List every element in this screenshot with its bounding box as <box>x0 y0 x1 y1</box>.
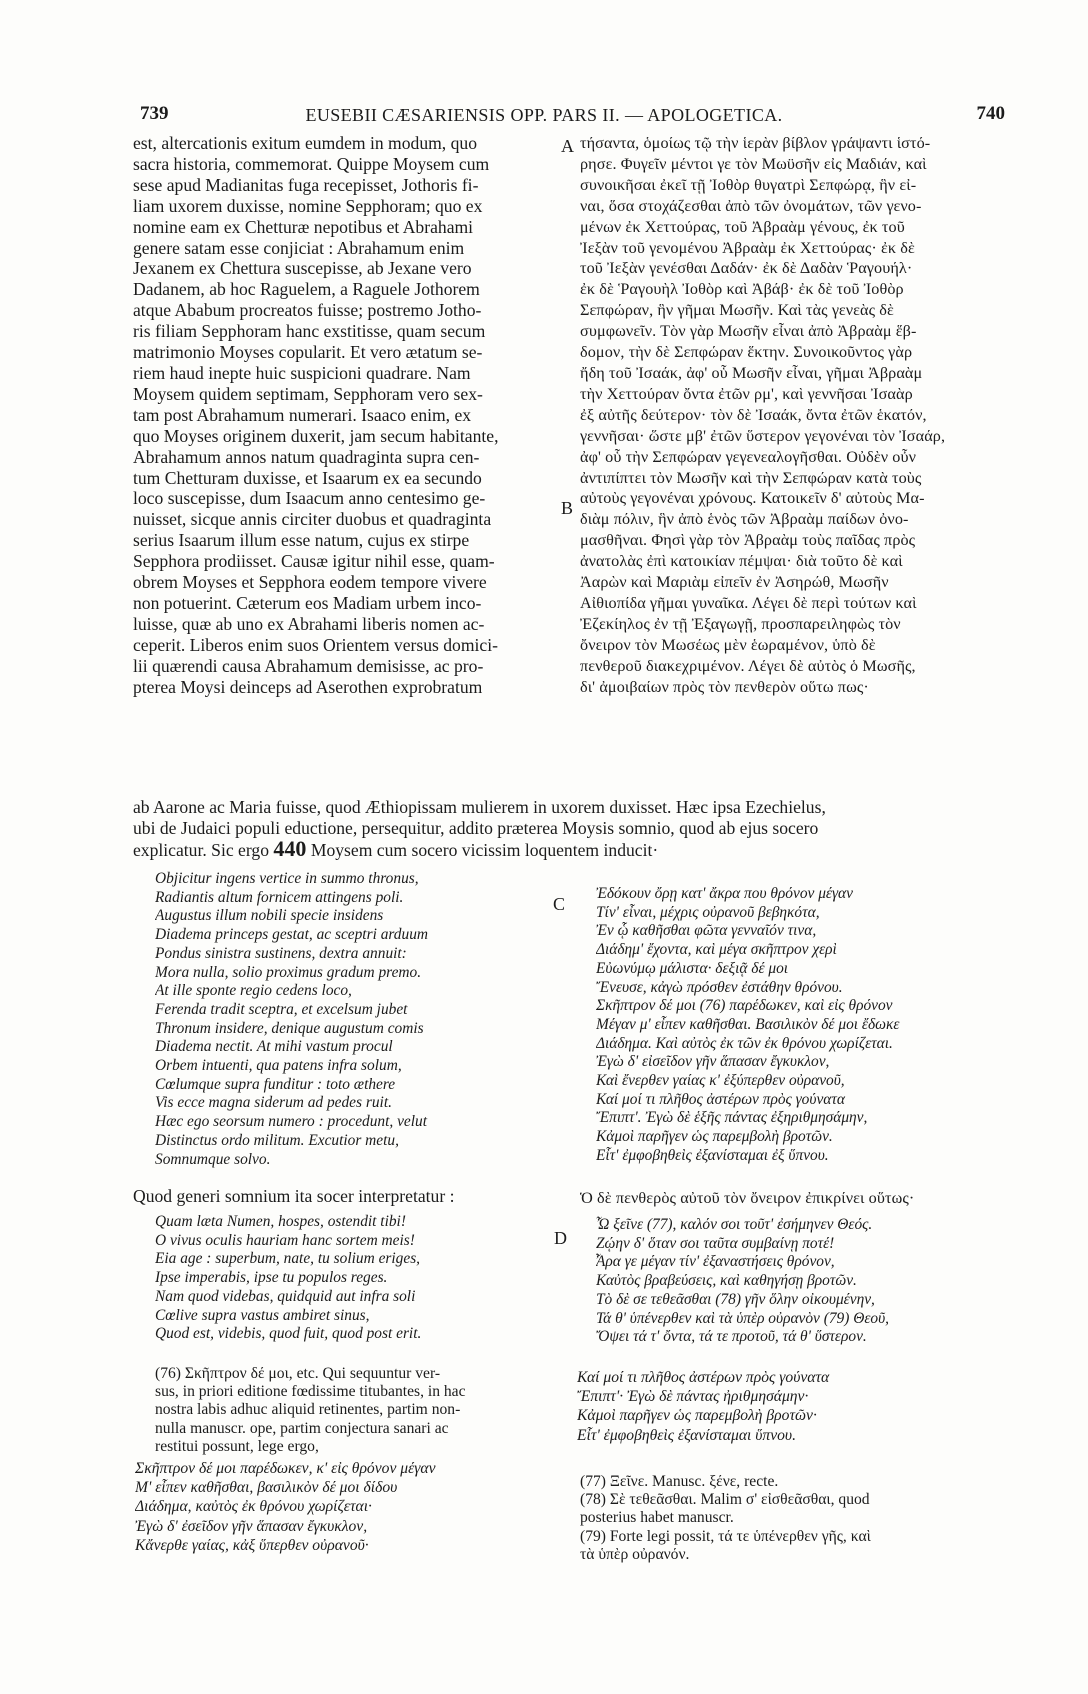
greek-line: ἀντιπίπτει τὸν Μωσῆν καὶ τὴν Σεπφώραν κατὰ τοὺς <box>580 468 922 487</box>
latin-line: sese apud Madianitas fuga recepisset, Jothoris fi- <box>133 174 479 195</box>
latin-line: Jexanem ex Chettura suscepisse, ab Jexane vero <box>133 258 472 279</box>
footnote-line: (76) Σκῆπτρον δέ μοι, etc. Qui sequuntur ver- <box>155 1365 441 1382</box>
greek-line: ἐκ δὲ Ῥαγουὴλ Ἰοθὸρ καὶ Ἀβάβ· ἐκ δὲ τοῦ Ἰοθὸρ <box>580 280 904 299</box>
greek-line: Αἰθιοπίδα γῆμαι γυναῖκα. Λέγει δὲ περὶ τούτων καὶ <box>580 593 917 612</box>
footnote-verse: Μ' εἶπεν καθῆσθαι, βασιλικὸν δέ μοι δίδου <box>135 1479 398 1497</box>
latin-line: pterea Moysi deinceps ad Aserothen exprobratum <box>133 676 483 697</box>
greek-line: μένων ἐκ Χεττούρας, τοῦ Ἀβραὰμ γένους, ἐκ τοῦ <box>580 217 905 236</box>
verse-line: Ἐν ᾧ καθῆσθαι φῶτα γενναῖόν τινα, <box>596 922 817 940</box>
footnote-line: posterius habet manuscr. <box>580 1509 734 1527</box>
latin-line: riem haud inepte huic suspicioni quadrare. Nam <box>133 362 471 383</box>
footnote-76-greek <box>135 1459 555 1555</box>
greek-line: ἐξ αὐτῆς δεύτερον· τὸν δὲ Ἰσαάκ, ὄντα ἐτῶν ἑκατόν, <box>580 405 927 424</box>
verse-line: Τίν' εἶναι, μέχρις οὐρανοῦ βεβηκότα, <box>596 903 820 921</box>
margin-letter-a: A <box>561 136 574 156</box>
interp-line: Quod generi somnium ita socer interpretatur : <box>133 1186 455 1206</box>
latin-line: nuisset, sicque annis circiter duobus et quadraginta <box>133 509 492 530</box>
margin-letter-c: C <box>553 894 566 914</box>
greek-line: μασθῆναι. Φησὶ γὰρ τὸν Ἀβραὰμ τοὺς παῖδας πρὸς <box>580 531 916 550</box>
verse-line: O vivus oculis hauriam hanc sortem meis! <box>155 1231 415 1249</box>
latin-line: sacra historia, commemorat. Quippe Moysem cum <box>133 153 490 174</box>
full-line-text: explicatur. Sic ergo <box>133 839 269 860</box>
poem-greek-interpretation <box>596 1216 1016 1347</box>
verse-line: Τά θ' ὑπένερθεν καὶ τὰ ὑπὲρ οὐρανὸν (79) Θεοῦ, <box>596 1309 890 1327</box>
verse-line: Διάδημα. Καὶ αὐτὸς ἐκ τῶν ἐκ θρόνου χωρίζεται. <box>596 1034 893 1052</box>
greek-line: Σεπφώραν, ἣν γῆμαι Μωσῆν. Καὶ τὰς γενεὰς δὲ <box>580 301 894 320</box>
latin-line: serius Isaarum illum esse natum, cujus ex stirpe <box>133 530 470 551</box>
footnote-line: restitui possunt, lege ergo, <box>155 1437 319 1455</box>
verse-line: Ὄψει τά τ' ὄντα, τά τε προτοῦ, τά θ' ὕστερον. <box>596 1328 867 1346</box>
greek-line: ρησε. Φυγεῖν μέντοι γε τὸν Μωϋσῆν εἰς Μαδιάν, καὶ <box>580 154 927 173</box>
full-line: ubi de Judaici populi eductione, persequitur, addito præterea Moysis somnio, quod ab ejus socero <box>133 817 819 838</box>
greek-line: ἀνατολὰς ἐπὶ κατοικίαν πέμψαι· διὰ τοῦτο δὲ καὶ <box>580 552 903 571</box>
verse-line: Thronum insidere, denique augustum comis <box>155 1019 424 1037</box>
footnote-verse: Κἄνερθε γαίας, κἀξ ὕπερθεν οὐρανοῦ· <box>135 1536 369 1554</box>
latin-line: loco suscepisse, dum Isaacum anno centesimo ge- <box>133 488 486 509</box>
verse-line: Σκῆπτρον δέ μοι (76) παρέδωκεν, καὶ εἰς θρόνον <box>596 997 893 1015</box>
footnotes-77-79 <box>580 1473 1010 1564</box>
latin-line: Sepphora prodiisset. Causæ igitur nihil esse, quam- <box>133 551 495 572</box>
verse-line: Diadema princeps gestat, ac sceptri arduum <box>155 926 429 944</box>
latin-line: ceperit. Liberos enim suos Orientem versus domici- <box>133 634 498 655</box>
verse-line: Eia age : superbum, nate, tu solium eriges, <box>155 1250 421 1268</box>
interp-latin <box>133 1186 563 1207</box>
verse-line: Quam læta Numen, hospes, ostendit tibi! <box>155 1213 406 1230</box>
verse-line: Ζῴην δ' ὅταν σοι ταῦτα συμβαίνῃ ποτέ! <box>596 1234 835 1252</box>
verse-line: Diadema nectit. At mihi vastum procul <box>155 1038 393 1056</box>
footnote-line: (79) Forte legi possit, τά τε ὑπένερθεν γῆς, καὶ <box>580 1527 871 1545</box>
footnote-line: nostra labis adhuc aliquid retinentes, partim non- <box>155 1401 461 1419</box>
greek-line: τήσαντα, ὁμοίως τῷ τὴν ἱερὰν βίβλον γράψαντι ἱστό- <box>580 134 931 152</box>
interp-line: Ὁ δὲ πενθερὸς αὐτοῦ τὸν ὄνειρον ἐπικρίνει οὕτως· <box>580 1189 915 1207</box>
margin-letter-b: B <box>561 498 574 518</box>
latin-line: Dadanem, ab hoc Raguelem, a Raguele Jothorem <box>133 279 480 300</box>
verse-line: Cœlive supra vastus ambiret sinus, <box>155 1306 370 1324</box>
verse-line: Mora nulla, solio proximus gradum premo. <box>155 963 422 981</box>
latin-line: genere satam esse conjiciat : Abrahamum enim <box>133 237 465 258</box>
verse-line: Ἆρα γε μέγαν τίν' ἐξαναστήσεις θρόνον, <box>596 1253 835 1271</box>
full-line: ab Aarone ac Maria fuisse, quod Æthiopissam mulierem in uxorem duxisset. Hæc ipsa Ezechielus, <box>133 797 826 817</box>
latin-line: tum Chetturam duxisse, et Isaarum ex ea secundo <box>133 467 482 488</box>
footnote-verse: Καί μοί τι πλῆθος ἀστέρων πρὸς γούνατα <box>577 1369 830 1386</box>
footnote-line: nulla manuscr. ope, partim conjectura sanari ac <box>155 1419 449 1437</box>
greek-line: Ἀαρὼν καὶ Μαριὰμ εἰπεῖν ἐν Ἀσηρώθ, Μωσῆν <box>580 573 889 592</box>
footnote-line: (77) Ξεῖνε. Manusc. ξένε, recte. <box>580 1473 779 1490</box>
verse-line: Nam quod videbas, quidquid aut infra soli <box>155 1287 416 1305</box>
verse-line: Hæc ego seorsum numero : procedunt, velut <box>155 1113 427 1131</box>
verse-line: Εἶτ' ἐμφοβηθεὶς ἐξανίσταμαι ἐξ ὕπνου. <box>596 1146 829 1164</box>
verse-line: Vis ecce magna siderum ad pedes ruit. <box>155 1094 392 1112</box>
verse-line: Κἀμοὶ παρῆγεν ὡς παρεμβολὴ βροτῶν. <box>596 1128 833 1146</box>
verse-line: Τὸ δὲ σε τεθεᾶσθαι (78) γῆν ὅλην οἰκουμένην, <box>596 1290 875 1308</box>
latin-line: non potuerint. Cæterum eos Madiam urbem inco- <box>133 592 482 613</box>
verse-line: At ille sponte regio cedens loco, <box>155 982 352 1000</box>
footnote-line: sus, in priori editione fœdissime titubantes, in hac <box>155 1383 466 1401</box>
poem-greek-dream <box>596 885 1016 1166</box>
greek-line: τὴν Χεττούραν ὄντα ἐτῶν ρμ', καὶ γεννῆσαι Ἰσαὰρ <box>580 384 913 403</box>
verse-line: Somnumque solvo. <box>155 1150 271 1168</box>
latin-line: liam uxorem duxisse, nomine Sepphoram; quo ex <box>133 195 483 216</box>
page-header <box>0 103 1088 133</box>
latin-line: luisse, quæ ab uno ex Abrahami liberis nomen ac- <box>133 613 485 634</box>
verse-line: Μέγαν μ' εἶπεν καθῆσθαι. Βασιλικὸν δέ μοι ἔδωκε <box>596 1015 900 1033</box>
latin-line: tam post Abrahamum numerari. Isaaco enim, ex <box>133 404 472 425</box>
latin-line: atque Ababum procreatos fuisse; postremo Jotho- <box>133 300 482 321</box>
verse-line: Orbem intuenti, qua patens infra solum, <box>155 1057 402 1075</box>
footnote-76-greek-cont <box>577 1368 1007 1445</box>
greek-line: ναι, ὅσα στοχάζεσθαι ἀπὸ τῶν ὀνομάτων, τῶν γενο- <box>580 196 922 215</box>
latin-line: est, altercationis exitum eumdem in modum, quo <box>133 133 477 153</box>
greek-line: ὄνειρον τὸν Μωσέως μὲν ἑωραμένον, ὑπὸ δὲ <box>580 635 876 654</box>
margin-letter-d: D <box>554 1228 567 1248</box>
verse-line: Καί μοί τι πλῆθος ἀστέρων πρὸς γούνατα <box>596 1090 845 1108</box>
greek-line: συνοικῆσαι ἐκεῖ τῇ Ἰοθὸρ θυγατρὶ Σεπφώρᾳ, ἣν εἰ- <box>580 175 917 194</box>
verse-line: Ipse imperabis, ipse tu populos reges. <box>155 1269 388 1287</box>
verse-line: Ἔνευσε, κἀγὼ πρόσθεν ἐστάθην θρόνου. <box>596 978 843 996</box>
footnote-verse: Ἔπιπτ'· Ἐγὼ δὲ πάντας ἠριθμησάμην· <box>577 1388 809 1406</box>
full-line-text: Moysem cum socero vicissim loquentem inducit· <box>310 839 659 860</box>
footnote-line: (78) Σὲ τεθεᾶσθαι. Malim σ' εἰσθεᾶσθαι, quod <box>580 1491 870 1509</box>
verse-line: Quod est, videbis, quod fuit, quod post erit. <box>155 1325 422 1343</box>
greek-line: πενθεροῦ διακεχριμένον. Λέγει δὲ αὐτὸς ὁ Μωσῆς, <box>580 656 916 675</box>
verse-line: Ἔπιπτ'. Ἐγὼ δὲ ἑξῆς πάντας ἐξηριθμησάμην, <box>596 1109 868 1127</box>
greek-line: συμφωνεῖν. Τὸν γὰρ Μωσῆν εἶναι ἀπὸ Ἀβραὰμ ἕβ- <box>580 322 917 341</box>
verse-line: Καὶ ἔνερθεν γαίας κ' ἐξύπερθεν οὐρανοῦ, <box>596 1072 845 1090</box>
column-marker: 440 <box>273 838 307 861</box>
verse-line: Ἐδόκουν ὄρῃ κατ' ἄκρα που θρόνον μέγαν <box>596 885 853 902</box>
greek-line: διὰμ πόλιν, ἣν ἀπὸ ἑνὸς τῶν Ἀβραὰμ παίδων ὀνο- <box>580 510 909 529</box>
greek-column <box>580 133 1010 697</box>
full-width-text <box>133 797 1013 861</box>
greek-line: τοῦ Ἰεξὰν γενέσθαι Δαδάν· ἐκ δὲ Δαδὰν Ῥαγουήλ· <box>580 259 913 278</box>
latin-line: lii quærendi causa Abrahamum demisisse, ac pro- <box>133 655 484 676</box>
verse-line: Distinctus ordo militum. Excutior metu, <box>155 1131 399 1149</box>
footnote-verse: Διάδημα, καὐτὸς ἐκ θρόνου χωρίζεται· <box>135 1498 372 1516</box>
verse-line: Ferenda tradit sceptra, et excelsum jubet <box>155 1000 408 1018</box>
footnote-verse: Εἶτ' ἐμφοβηθεὶς ἐξανίσταμαι ὕπνου. <box>577 1426 796 1444</box>
page-number-right: 740 <box>976 103 1005 124</box>
verse-line: Ἐγὼ δ' εἰσεῖδον γῆν ἅπασαν ἔγκυκλον, <box>596 1053 830 1071</box>
greek-line: δομον, τὴν δὲ Σεπφώραν ἕκτην. Συνοικοῦντος γὰρ <box>580 343 913 362</box>
footnote-76 <box>155 1365 550 1456</box>
verse-line: Διάδημ' ἔχοντα, καὶ μέγα σκῆπτρον χερὶ <box>596 941 837 959</box>
greek-line: γεννῆσαι· ὥστε μβ' ἐτῶν ὕστερον γεγονέναι τὸν Ἰσαάρ, <box>580 426 946 445</box>
interp-greek <box>580 1188 1010 1209</box>
latin-column <box>133 133 558 697</box>
verse-line: Objicitur ingens vertice in summo thronus, <box>155 870 419 887</box>
latin-line: obrem Moyses et Sepphora eodem tempore vivere <box>133 572 487 593</box>
footnote-line: τὰ ὑπὲρ οὐρανόν. <box>580 1545 690 1563</box>
verse-line: Εὐωνύμῳ μάλιστα· δεξιᾷ δέ μοι <box>596 959 789 977</box>
verse-line: Pondus sinistra sustinens, dextra annuit: <box>155 944 407 962</box>
greek-line: ἤδη τοῦ Ἰσαάκ, ἀφ' οὗ Μωσῆν εἶναι, γῆμαι Ἀβραὰμ <box>580 363 923 382</box>
greek-line: Ἰεξὰν τοῦ γενομένου Ἀβραὰμ ἐκ Χεττούρας· ἐκ δὲ <box>580 238 915 257</box>
full-line <box>133 839 1013 861</box>
page-number-left: 739 <box>140 103 169 124</box>
verse-line: Καὐτὸς βραβεύσεις, καὶ καθηγήσῃ βροτῶν. <box>596 1272 857 1290</box>
greek-line: δι' ἀμοιβαίων πρὸς τὸν πενθερὸν οὕτω πως· <box>580 677 869 696</box>
greek-line: ἀφ' οὗ τὴν Σεπφώραν γεγενεαλογῆσθαι. Οὐδὲν οὖν <box>580 447 917 466</box>
latin-line: ris filiam Sepphoram hanc exstitisse, quam secum <box>133 321 486 342</box>
verse-line: Ὦ ξεῖνε (77), καλόν σοι τοῦτ' ἐσήμηνεν Θεός. <box>596 1216 873 1233</box>
verse-line: Cœlumque supra funditur : toto æthere <box>155 1075 396 1093</box>
latin-line: matrimonio Moyses copularit. Et vero ætatum se- <box>133 342 483 363</box>
poem-latin-dream <box>155 870 545 1169</box>
latin-line: Moysem quidem septimam, Sepphoram vero sex- <box>133 383 483 404</box>
verse-line: Radiantis altum fornicem attingens poli. <box>155 888 404 906</box>
verse-line: Augustus illum nobili specie insidens <box>155 907 384 925</box>
latin-line: nomine eam ex Chetturæ nepotibus et Abrahami <box>133 216 474 237</box>
footnote-verse: Σκῆπτρον δέ μοι παρέδωκεν, κ' εἰς θρόνον μέγαν <box>135 1460 436 1477</box>
footnote-verse: Ἐγὼ δ' ἐσεῖδον γῆν ἅπασαν ἔγκυκλον, <box>135 1517 368 1535</box>
greek-line: αὐτοὺς γεγονέναι χρόνους. Κατοικεῖν δ' αὐτοὺς Μα- <box>580 489 925 508</box>
greek-line: Ἐζεκίηλος ἐν τῇ Ἐξαγωγῇ, προσπαρειληφὼς τὸν <box>580 614 901 633</box>
running-title: EUSEBII CÆSARIENSIS OPP. PARS II. — APOLOGETICA. <box>305 105 783 125</box>
latin-line: Abrahamum annos natum quadraginta supra cen- <box>133 446 480 467</box>
latin-line: quo Moyses originem duxerit, jam secum habitante, <box>133 425 499 446</box>
footnote-verse: Κἀμοὶ παρῆγεν ὡς παρεμβολὴ βροτῶν· <box>577 1407 817 1425</box>
poem-latin-interpretation <box>155 1213 545 1344</box>
